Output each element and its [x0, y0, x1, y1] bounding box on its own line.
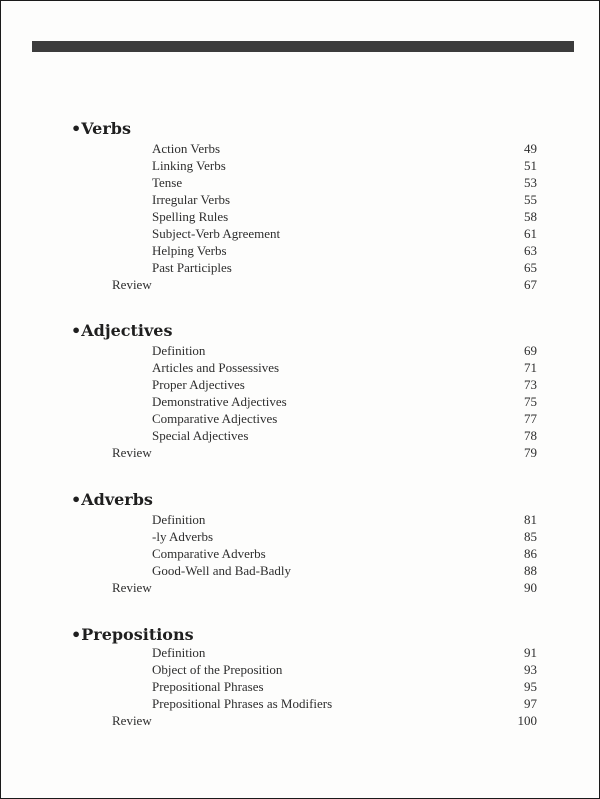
entry-label: Prepositional Phrases: [152, 679, 264, 694]
entry-page-number: 85: [524, 529, 537, 544]
entry-page-number: 63: [524, 243, 537, 258]
toc-entry: [1, 695, 599, 712]
toc-entry: [1, 427, 599, 444]
entry-label: Good-Well and Bad-Badly: [152, 563, 292, 578]
entry-label: Action Verbs: [152, 141, 221, 156]
section-title: •Adjectives: [71, 321, 173, 340]
entry-page-number: 58: [524, 209, 537, 224]
toc-entry: [1, 140, 599, 157]
toc-entry: [1, 410, 599, 427]
toc-entry: [1, 376, 599, 393]
entry-page-number: 95: [524, 679, 537, 694]
entry-page-number: 86: [524, 546, 537, 561]
entry-label: Linking Verbs: [152, 158, 226, 173]
entry-page-number: 97: [524, 696, 537, 711]
toc-entry: [1, 359, 599, 376]
entry-page-number: 75: [524, 394, 537, 409]
entry-page-number: 78: [524, 428, 537, 443]
toc-entry: [1, 511, 599, 528]
entry-label: Proper Adjectives: [152, 377, 245, 392]
toc-entry: [1, 545, 599, 562]
entry-label: Prepositional Phrases as Modifiers: [152, 696, 333, 711]
review-label: Review: [112, 580, 152, 595]
review-page-number: 79: [524, 445, 537, 460]
toc-review-entry: [1, 712, 599, 729]
review-page-number: 100: [517, 713, 537, 728]
toc-entry: [1, 528, 599, 545]
toc-entry: [1, 661, 599, 678]
entry-page-number: 65: [524, 260, 537, 275]
entry-page-number: 88: [524, 563, 537, 578]
entry-page-number: 51: [524, 158, 537, 173]
review-page-number: 67: [524, 277, 537, 292]
entry-page-number: 93: [524, 662, 537, 677]
review-page-number: 90: [524, 580, 537, 595]
entry-label: Object of the Preposition: [152, 662, 283, 677]
toc-entry: [1, 157, 599, 174]
toc-entry: [1, 259, 599, 276]
entry-label: Definition: [152, 512, 206, 527]
toc-entry: [1, 562, 599, 579]
entry-label: -ly Adverbs: [152, 529, 214, 544]
toc-entry: [1, 644, 599, 661]
entry-page-number: 91: [524, 645, 537, 660]
entry-label: Subject-Verb Agreement: [152, 226, 281, 241]
entry-page-number: 53: [524, 175, 537, 190]
toc-entry: [1, 191, 599, 208]
entry-label: Comparative Adverbs: [152, 546, 266, 561]
entry-page-number: 55: [524, 192, 537, 207]
entry-label: Definition: [152, 343, 206, 358]
header-rule: [32, 41, 574, 52]
toc-entry: [1, 225, 599, 242]
entry-page-number: 69: [524, 343, 537, 358]
section-title: •Verbs: [71, 119, 131, 138]
entry-label: Past Participles: [152, 260, 232, 275]
review-label: Review: [112, 277, 152, 292]
toc-review-entry: [1, 276, 599, 293]
toc-entry: [1, 393, 599, 410]
entry-page-number: 71: [524, 360, 537, 375]
entry-label: Demonstrative Adjectives: [152, 394, 287, 409]
toc-review-entry: [1, 579, 599, 596]
review-label: Review: [112, 713, 152, 728]
entry-label: Definition: [152, 645, 206, 660]
section-title: •Prepositions: [71, 625, 194, 644]
entry-label: Special Adjectives: [152, 428, 249, 443]
entry-page-number: 73: [524, 377, 537, 392]
entry-page-number: 61: [524, 226, 537, 241]
toc-entry: [1, 678, 599, 695]
toc-entry: [1, 242, 599, 259]
section-title: •Adverbs: [71, 490, 153, 509]
entry-page-number: 49: [524, 141, 537, 156]
toc-entry: [1, 174, 599, 191]
entry-label: Comparative Adjectives: [152, 411, 278, 426]
entry-label: Helping Verbs: [152, 243, 227, 258]
review-label: Review: [112, 445, 152, 460]
entry-label: Spelling Rules: [152, 209, 229, 224]
toc-entry: [1, 208, 599, 225]
toc-review-entry: [1, 444, 599, 461]
toc-entry: [1, 342, 599, 359]
entry-page-number: 81: [524, 512, 537, 527]
entry-label: Tense: [152, 175, 183, 190]
entry-label: Articles and Possessives: [152, 360, 280, 375]
entry-label: Irregular Verbs: [152, 192, 231, 207]
entry-page-number: 77: [524, 411, 537, 426]
